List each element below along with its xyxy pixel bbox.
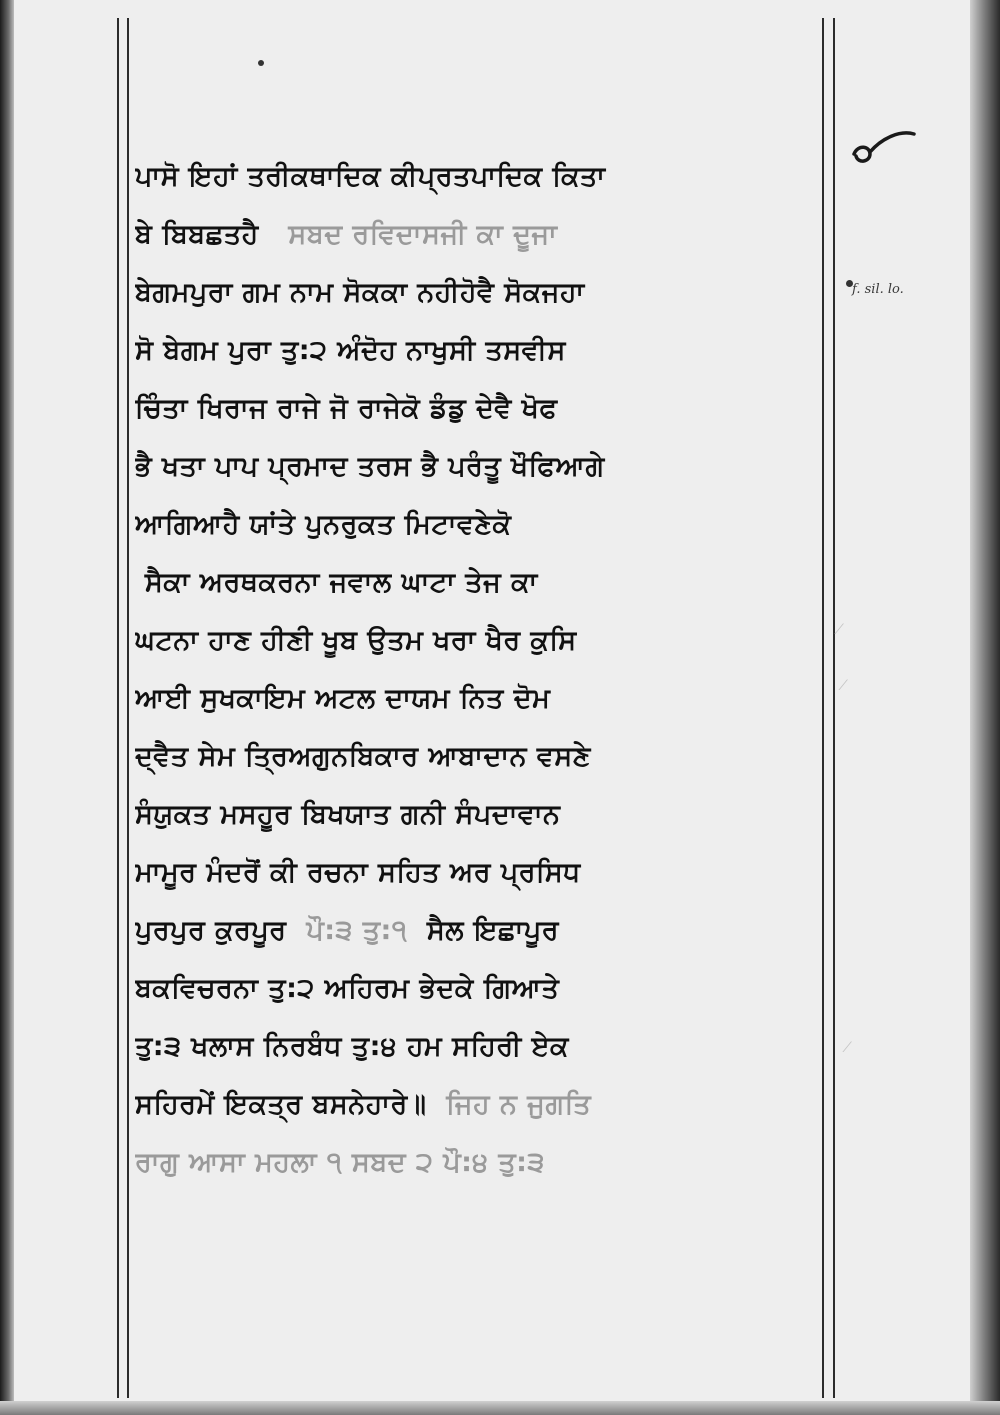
manuscript-line: ਸਹਿਰਮੇਂ ਇਕਤ੍ਰ ਬਸਨੇਹਾਰੇ॥ ਜਿਹ ਨ ਜੁਗਤਿ — [135, 1089, 592, 1120]
margin-rule-left-outer — [117, 18, 119, 1398]
manuscript-line: ਤੁ:੩ ਖਲਾਸ ਨਿਰਬੰਧ ਤੁ:੪ ਹਮ ਸਹਿਰੀ ਏਕ — [135, 1031, 569, 1062]
manuscript-line: ਸੰਯੁਕਤ ਮਸਹੂਰ ਬਿਖਯਾਤ ਗਨੀ ਸੰਪਦਾਵਾਨ — [135, 799, 561, 830]
page-edge-bottom — [0, 1401, 1000, 1415]
manuscript-line: ਚਿੰਤਾ ਖਿਰਾਜ ਰਾਜੇ ਜੋ ਰਾਜੇਕੋ ਡੰਡੁ ਦੇਵੈ ਖੋਫ — [135, 393, 558, 424]
rubric-reference: ਪੌ:੩ ਤੁ:੧ — [306, 915, 407, 946]
folio-number-mark — [848, 120, 918, 180]
ghost-bleedthrough-mark: ⁄ — [838, 622, 841, 638]
margin-annotation: f. sil. lo. — [852, 282, 904, 297]
page-edge-left — [0, 0, 14, 1415]
manuscript-text-block — [135, 148, 825, 1192]
manuscript-line: ਆਈ ਸੁਖਕਾਇਮ ਅਟਲ ਦਾਯਮ ਨਿਤ ਦੋਮ — [135, 683, 551, 714]
manuscript-line: ਘਟਨਾ ਹਾਣ ਹੀਣੀ ਖੂਬ ਉਤਮ ਖਰਾ ਖੈਰ ਕੁਸਿ — [135, 625, 577, 656]
manuscript-line: ਦ੍ਵੈਤ ਸੇਮ ਤ੍ਰਿਅਗੁਨਬਿਕਾਰ ਆਬਾਦਾਨ ਵਸਣੇ — [135, 741, 591, 772]
rubric-heading: ਸਬਦ ਰਵਿਦਾਸਜੀ ਕਾ ਦੂਜਾ — [288, 219, 558, 250]
manuscript-line: ਬਕਵਿਚਰਨਾ ਤੁ:੨ ਅਹਿਰਮ ਭੇਦਕੇ ਗਿਆਤੇ — [135, 973, 560, 1004]
ghost-bleedthrough-mark: ⁄ — [842, 678, 845, 694]
manuscript-line: ਬੇ ਬਿਬਛਤਹੈ ਸਬਦ ਰਵਿਦਾਸਜੀ ਕਾ ਦੂਜਾ — [135, 219, 558, 250]
rubric-heading: ਰਾਗੁ ਆਸਾ ਮਹਲਾ ੧ ਸਬਦ ੨ ਪੌ:੪ ਤੁ:੩ — [135, 1147, 545, 1178]
ink-speck — [258, 60, 264, 66]
manuscript-line: ਆਗਿਆਹੈ ਯਾਂਤੇ ਪੁਨਰੁਕਤ ਮਿਟਾਵਣੇਕੋ — [135, 509, 512, 540]
page-edge-right — [970, 0, 1000, 1415]
manuscript-line: ਪਾਸੋ ਇਹਾਂ ਤਰੀਕਥਾਦਿਕ ਕੀਪ੍ਰਤਪਾਦਿਕ ਕਿਤਾ — [135, 161, 606, 192]
manuscript-line: ਸੈਕਾ ਅਰਥਕਰਨਾ ਜਵਾਲ ਘਾਟਾ ਤੇਜ ਕਾ — [144, 567, 538, 598]
margin-rule-right-outer — [833, 18, 835, 1398]
manuscript-line: ਮਾਮੂਰ ਮੰਦਰੋਂ ਕੀ ਰਚਨਾ ਸਹਿਤ ਅਰ ਪ੍ਰਸਿਧ — [135, 857, 581, 888]
rubric-heading: ਜਿਹ ਨ ਜੁਗਤਿ — [446, 1089, 592, 1120]
manuscript-line: ਪੁਰਪੁਰ ਕੁਰਪੂਰ ਪੌ:੩ ਤੁ:੧ ਸੈਲ ਇਛਾਪੂਰ — [135, 915, 559, 946]
manuscript-line: ਭੈ ਖਤਾ ਪਾਪ ਪ੍ਰਮਾਦ ਤਰਸ ਭੈ ਪਰੰਤੂ ਖੌਫਿਆਗੇ — [135, 451, 605, 482]
ghost-bleedthrough-mark: ⁄ — [846, 1040, 849, 1056]
manuscript-line: ਬੇਗਮਪੁਰਾ ਗਮ ਨਾਮ ਸੋਕਕਾ ਨਹੀਹੋਵੈ ਸੋਕਜਹਾ — [135, 277, 585, 308]
margin-rule-left-inner — [127, 18, 129, 1398]
folio-number-text: ੮ — [848, 120, 849, 121]
manuscript-line — [135, 1134, 825, 1192]
manuscript-line: ਸੋ ਬੇਗਮ ਪੁਰਾ ਤੁ:੨ ਅੰਦੋਹ ਨਾਖੁਸੀ ਤਸਵੀਸ — [135, 335, 566, 366]
